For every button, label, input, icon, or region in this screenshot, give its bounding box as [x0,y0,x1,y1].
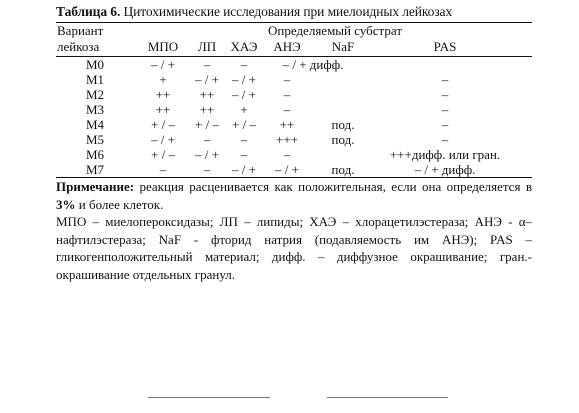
table-cell: ++ [155,87,171,102]
note-text-2: и более клеток. [75,196,164,212]
table-cell: – [240,57,248,72]
table-title-label: Таблица 6. [56,4,121,19]
table-cell: ++ [199,102,215,117]
table-cell: – [159,162,167,177]
note-label: Примечание: [56,179,135,194]
table-cell: – [441,117,449,132]
table-cell: – [203,162,211,177]
abbreviations-paragraph: МПО – миелопероксидазы; ЛП – липиды; ХАЭ – хлорацетилэстераза; АНЭ - α–нафтилэстераза; NaF - фторид натрия (подавляемость им АНЭ); PAS – гликогенположительный материал; дифф. – диффузное окрашивание; гран.- окрашивание отдельных гранул. [56,214,532,282]
table-cell: – / + [232,72,256,87]
row-variant: M4 [85,117,105,132]
row-variant: M0 [85,57,105,72]
table-cell: +++ [276,132,298,147]
table-cell: – [283,147,291,162]
note-text-1: реакция расценивается как положительная, если она определяется в [134,179,532,194]
table-cell: +++дифф. или гран. [389,147,501,162]
row-variant: M7 [85,162,105,177]
table-cell: – / + дифф. [282,57,344,72]
header-variant-line1: Вариант [57,23,104,38]
table-cell: ++ [155,102,171,117]
table-cell: + / – [232,117,256,132]
header-col-naf: NaF [331,39,355,54]
header-col-hae: ХАЭ [230,39,258,54]
row-variant: M5 [85,132,105,147]
table-cell: + [159,72,167,87]
table-cell: – [441,102,449,117]
table-cell: + / – [151,117,175,132]
table-cell: – / + [195,72,219,87]
header-col-pas: PAS [433,39,457,54]
footer-rule-right [327,397,448,398]
table-cell: + / – [151,147,175,162]
table-cell: под. [331,117,355,132]
row-variant: M3 [85,102,105,117]
table-cell: – [203,57,211,72]
table-cell: под. [331,132,355,147]
note-threshold: 3% [56,196,76,212]
table-cell: ++ [279,117,295,132]
header-col-mpo: МПО [147,39,179,54]
header-substrate-group: Определяемый субстрат [268,23,402,38]
table-title-text: Цитохимические исследования при миелоидных лейкозах [123,4,453,19]
table-cell: – / + [275,162,299,177]
header-col-ane: АНЭ [273,39,301,54]
table-cell: – [441,132,449,147]
footer-rule-left [148,397,270,398]
table-title [56,4,452,20]
header-variant-line2: лейкоза [57,39,100,54]
table-cell: + / – [195,117,219,132]
row-variant: M6 [85,147,105,162]
table-cell: – [240,132,248,147]
row-variant: M1 [85,72,105,87]
table-cell: – / + [151,132,175,147]
table-cell: – [441,72,449,87]
table-cell: – [283,72,291,87]
header-col-lp: ЛП [197,39,217,54]
table-cell: ++ [199,87,215,102]
row-variant: M2 [85,87,105,102]
table-cell: – / + [195,147,219,162]
table-cell: под. [331,162,355,177]
note-paragraph [56,178,532,213]
table-cell: – [283,87,291,102]
table-cell: – [283,102,291,117]
table-cell: – / + [232,162,256,177]
table-cell: – [203,132,211,147]
table-cell: – [240,147,248,162]
table-cell: – / + [232,87,256,102]
table-cell: – / + [151,57,175,72]
table-cell: – / + дифф. [414,162,476,177]
table-cell: + [240,102,248,117]
table-cell: – [441,87,449,102]
